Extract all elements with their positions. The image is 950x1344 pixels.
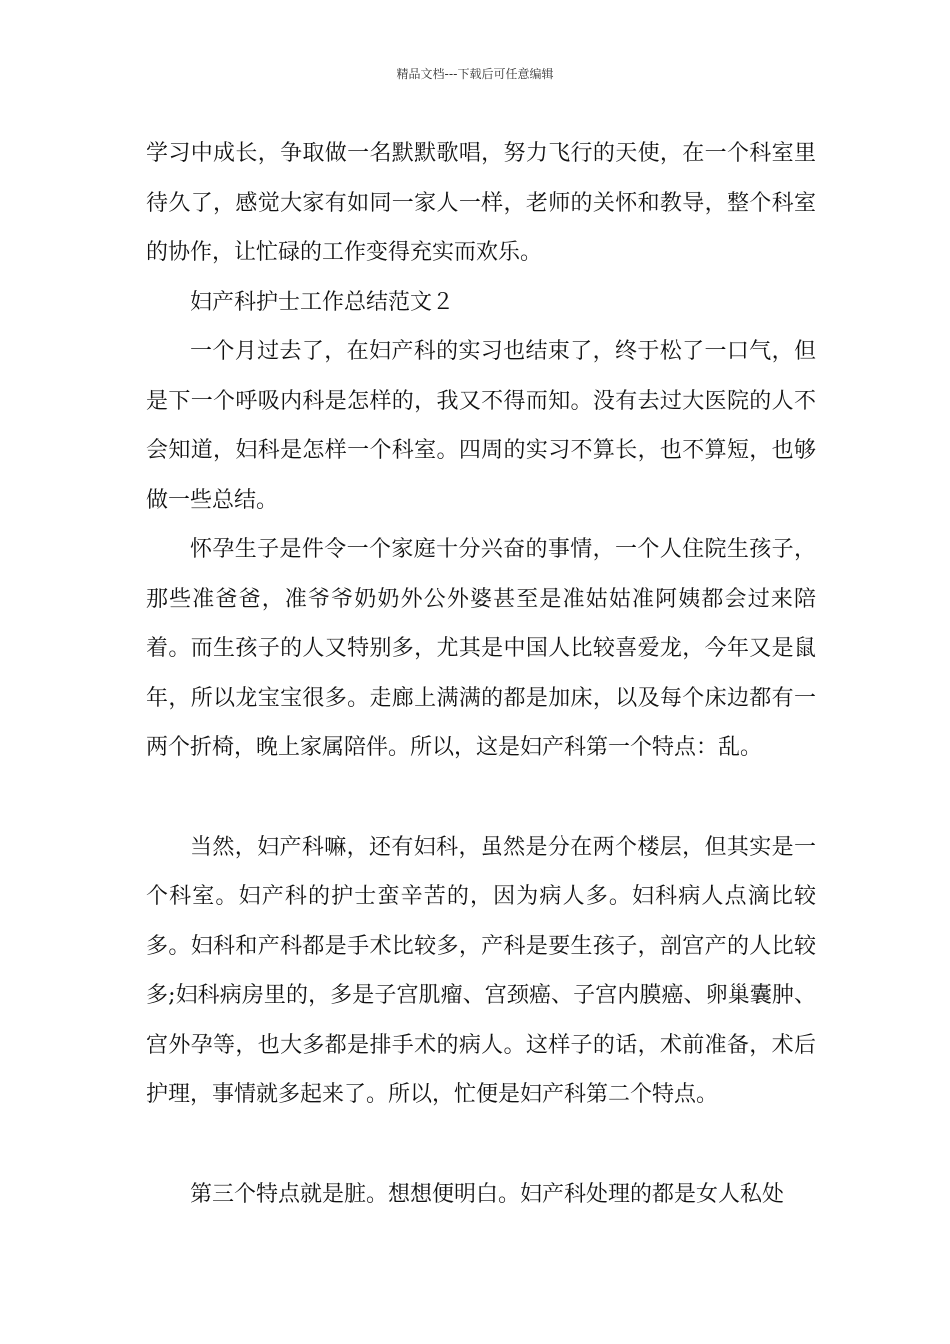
paragraph-gap <box>146 773 816 823</box>
section-heading: 妇产科护士工作总结范文２ <box>190 289 455 315</box>
paragraph-5: 第三个特点就是脏。想想便明白。妇产科处理的都是女人私处 <box>190 1181 785 1207</box>
page-header: 精品文档---下载后可任意编辑 <box>396 67 554 81</box>
paragraph-3: 怀孕生子是件令一个家庭十分兴奋的事情，一个人住院生孩子，那些准爸爸，准爷爷奶奶外公外婆甚至是准姑姑准阿姨都会过来陪着。而生孩子的人又特别多，尤其是中国人比较喜爱龙，今年又是鼠年，所以龙宝宝很多。走廊上满满的都是加床，以及每个床边都有一两个折椅，晚上家属陪伴。所以，这是妇产科第一个特点：乱。 <box>146 537 816 760</box>
paragraph-1: 学习中成长，争取做一名默默歌唱，努力飞行的天使，在一个科室里待久了，感觉大家有如同一家人一样，老师的关怀和教导，整个科室的协作，让忙碌的工作变得充实而欢乐。 <box>146 141 816 265</box>
document-body <box>146 129 816 1219</box>
paragraph-4: 当然，妇产科嘛，还有妇科，虽然是分在两个楼层，但其实是一个科室。妇产科的护士蛮辛苦的，因为病人多。妇科病人点滴比较多。妇科和产科都是手术比较多，产科是要生孩子，剖宫产的人比较多;妇科病房里的，多是子宫肌瘤、宫颈癌、子宫内膜癌、卵巢囊肿、宫外孕等，也大多都是排手术的病人。这样子的话，术前准备，术后护理，事情就多起来了。所以，忙便是妇产科第二个特点。 <box>146 834 816 1107</box>
paragraph-2: 一个月过去了，在妇产科的实习也结束了，终于松了一口气，但是下一个呼吸内科是怎样的，我又不得而知。没有去过大医院的人不会知道，妇科是怎样一个科室。四周的实习不算长，也不算短，也够做一些总结。 <box>146 339 816 513</box>
paragraph-gap <box>146 1120 816 1170</box>
